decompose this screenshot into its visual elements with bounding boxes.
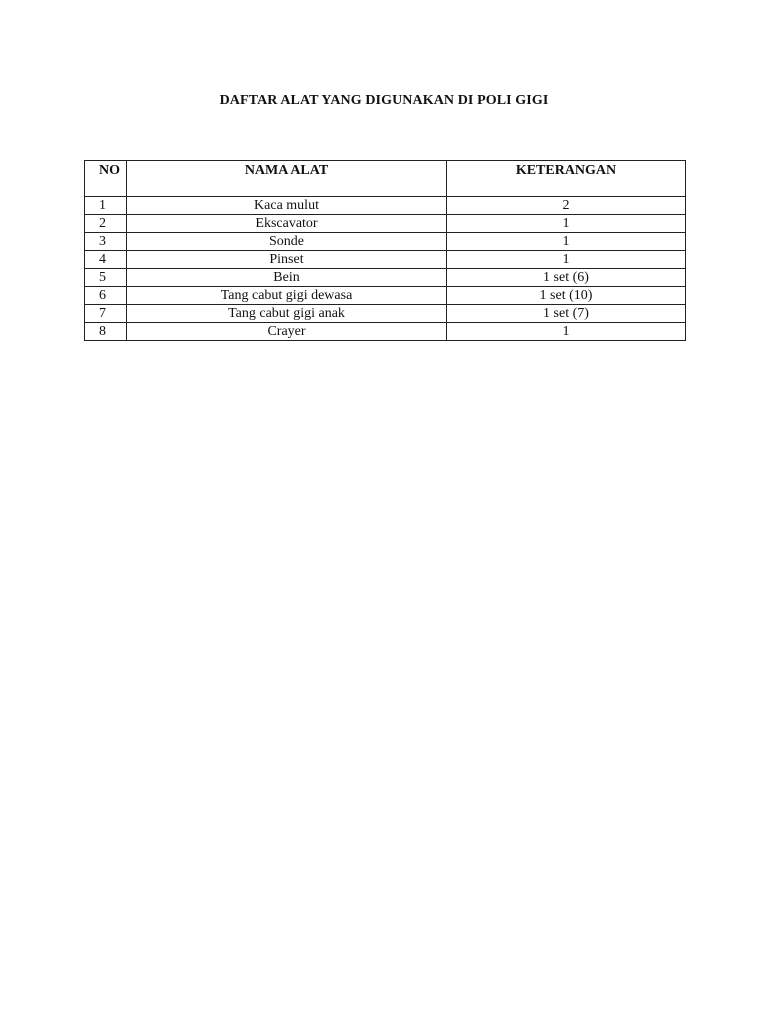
cell-name: Bein bbox=[127, 269, 447, 287]
table-header-row bbox=[85, 161, 686, 197]
cell-no: 4 bbox=[85, 251, 127, 269]
cell-no: 7 bbox=[85, 305, 127, 323]
cell-no: 6 bbox=[85, 287, 127, 305]
header-no: NO bbox=[85, 161, 127, 197]
page-title: DAFTAR ALAT YANG DIGUNAKAN DI POLI GIGI bbox=[219, 93, 549, 108]
table-row bbox=[85, 233, 686, 251]
cell-name: Crayer bbox=[127, 323, 447, 341]
cell-note: 2 bbox=[447, 197, 686, 215]
table-row bbox=[85, 323, 686, 341]
cell-no: 1 bbox=[85, 197, 127, 215]
table-row bbox=[85, 215, 686, 233]
cell-no: 8 bbox=[85, 323, 127, 341]
table-row bbox=[85, 251, 686, 269]
cell-name: Sonde bbox=[127, 233, 447, 251]
table-row bbox=[85, 305, 686, 323]
header-nama-alat: NAMA ALAT bbox=[127, 161, 447, 197]
cell-no: 2 bbox=[85, 215, 127, 233]
table-row bbox=[85, 269, 686, 287]
table-row bbox=[85, 197, 686, 215]
cell-name: Pinset bbox=[127, 251, 447, 269]
cell-note: 1 bbox=[447, 233, 686, 251]
cell-name: Ekscavator bbox=[127, 215, 447, 233]
cell-note: 1 bbox=[447, 251, 686, 269]
header-keterangan: KETERANGAN bbox=[447, 161, 686, 197]
table-row bbox=[85, 287, 686, 305]
cell-note: 1 set (7) bbox=[447, 305, 686, 323]
tools-table bbox=[84, 160, 686, 341]
cell-name: Tang cabut gigi anak bbox=[127, 305, 447, 323]
cell-name: Kaca mulut bbox=[127, 197, 447, 215]
cell-note: 1 set (10) bbox=[447, 287, 686, 305]
cell-no: 5 bbox=[85, 269, 127, 287]
cell-note: 1 bbox=[447, 323, 686, 341]
cell-no: 3 bbox=[85, 233, 127, 251]
cell-note: 1 set (6) bbox=[447, 269, 686, 287]
cell-name: Tang cabut gigi dewasa bbox=[127, 287, 447, 305]
cell-note: 1 bbox=[447, 215, 686, 233]
